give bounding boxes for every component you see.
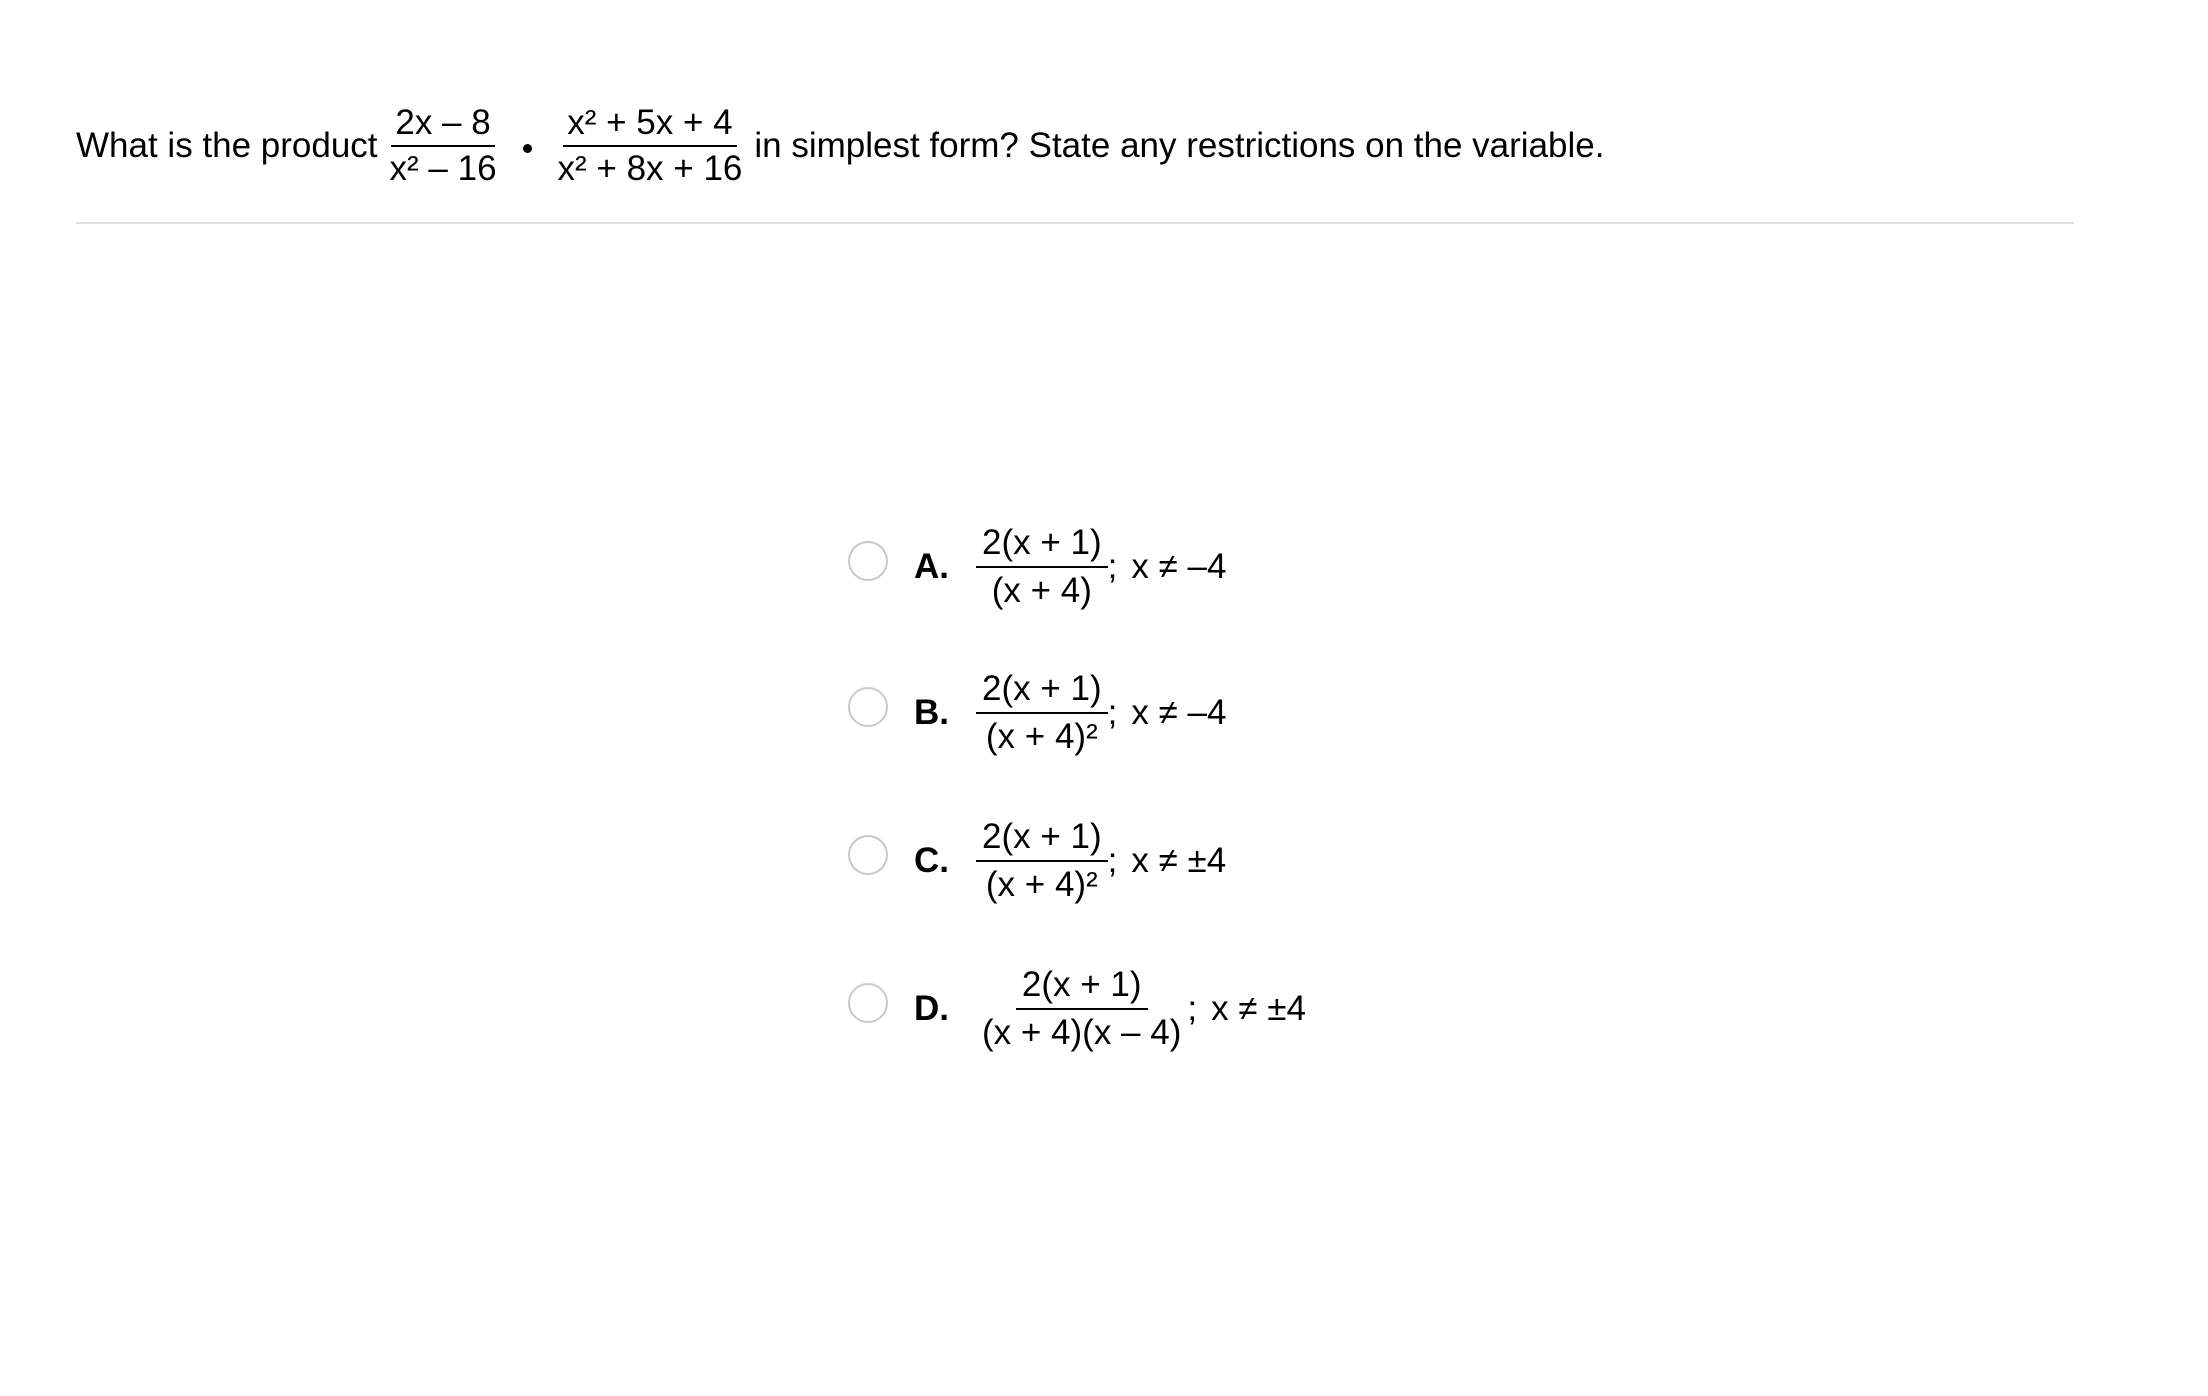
radio-button-a[interactable] bbox=[848, 541, 888, 581]
separator: ; bbox=[1187, 989, 1198, 1028]
separator: ; bbox=[1107, 841, 1118, 880]
option-fraction bbox=[976, 814, 1108, 908]
separator: ; bbox=[1107, 693, 1118, 732]
radio-button-d[interactable] bbox=[848, 983, 888, 1023]
divider bbox=[76, 222, 2074, 224]
fraction-numerator: 2(x + 1) bbox=[976, 814, 1108, 862]
option-letter: C. bbox=[914, 841, 949, 880]
fraction-numerator: 2x – 8 bbox=[391, 101, 494, 147]
fraction-numerator: 2(x + 1) bbox=[976, 666, 1108, 714]
restriction: x ≠ ±4 bbox=[1131, 841, 1227, 880]
radio-button-b[interactable] bbox=[848, 687, 888, 727]
answer-option-b[interactable] bbox=[848, 666, 1226, 760]
fraction-denominator: x² – 16 bbox=[389, 149, 497, 188]
option-letter: A. bbox=[914, 547, 949, 586]
fraction-denominator: (x + 4)(x – 4) bbox=[982, 1013, 1182, 1052]
answer-option-c[interactable] bbox=[848, 814, 1226, 908]
question-prefix: What is the product bbox=[76, 126, 378, 165]
question-fraction-2 bbox=[554, 101, 747, 191]
restriction: x ≠ –4 bbox=[1131, 693, 1227, 732]
restriction: x ≠ ±4 bbox=[1211, 989, 1306, 1028]
question-fraction-1 bbox=[386, 101, 501, 191]
question-suffix: in simplest form? State any restrictions on the variable. bbox=[754, 126, 1605, 165]
separator: ; bbox=[1107, 547, 1118, 586]
option-fraction bbox=[976, 520, 1108, 614]
multiplication-dot-icon bbox=[523, 144, 532, 153]
fraction-numerator: x² + 5x + 4 bbox=[563, 101, 736, 147]
fraction-denominator: x² + 8x + 16 bbox=[557, 149, 743, 188]
fraction-numerator: 2(x + 1) bbox=[1016, 962, 1148, 1010]
fraction-denominator: (x + 4)² bbox=[985, 717, 1098, 756]
answer-option-a[interactable] bbox=[848, 520, 1226, 614]
option-letter: D. bbox=[914, 989, 949, 1028]
question-prompt bbox=[76, 96, 1604, 196]
fraction-numerator: 2(x + 1) bbox=[976, 520, 1108, 568]
restriction: x ≠ –4 bbox=[1131, 547, 1227, 586]
fraction-denominator: (x + 4) bbox=[991, 571, 1092, 610]
radio-button-c[interactable] bbox=[848, 835, 888, 875]
option-fraction bbox=[976, 666, 1108, 760]
fraction-denominator: (x + 4)² bbox=[985, 865, 1098, 904]
option-letter: B. bbox=[914, 693, 949, 732]
option-fraction bbox=[976, 962, 1187, 1056]
answer-option-d[interactable] bbox=[848, 962, 1306, 1056]
